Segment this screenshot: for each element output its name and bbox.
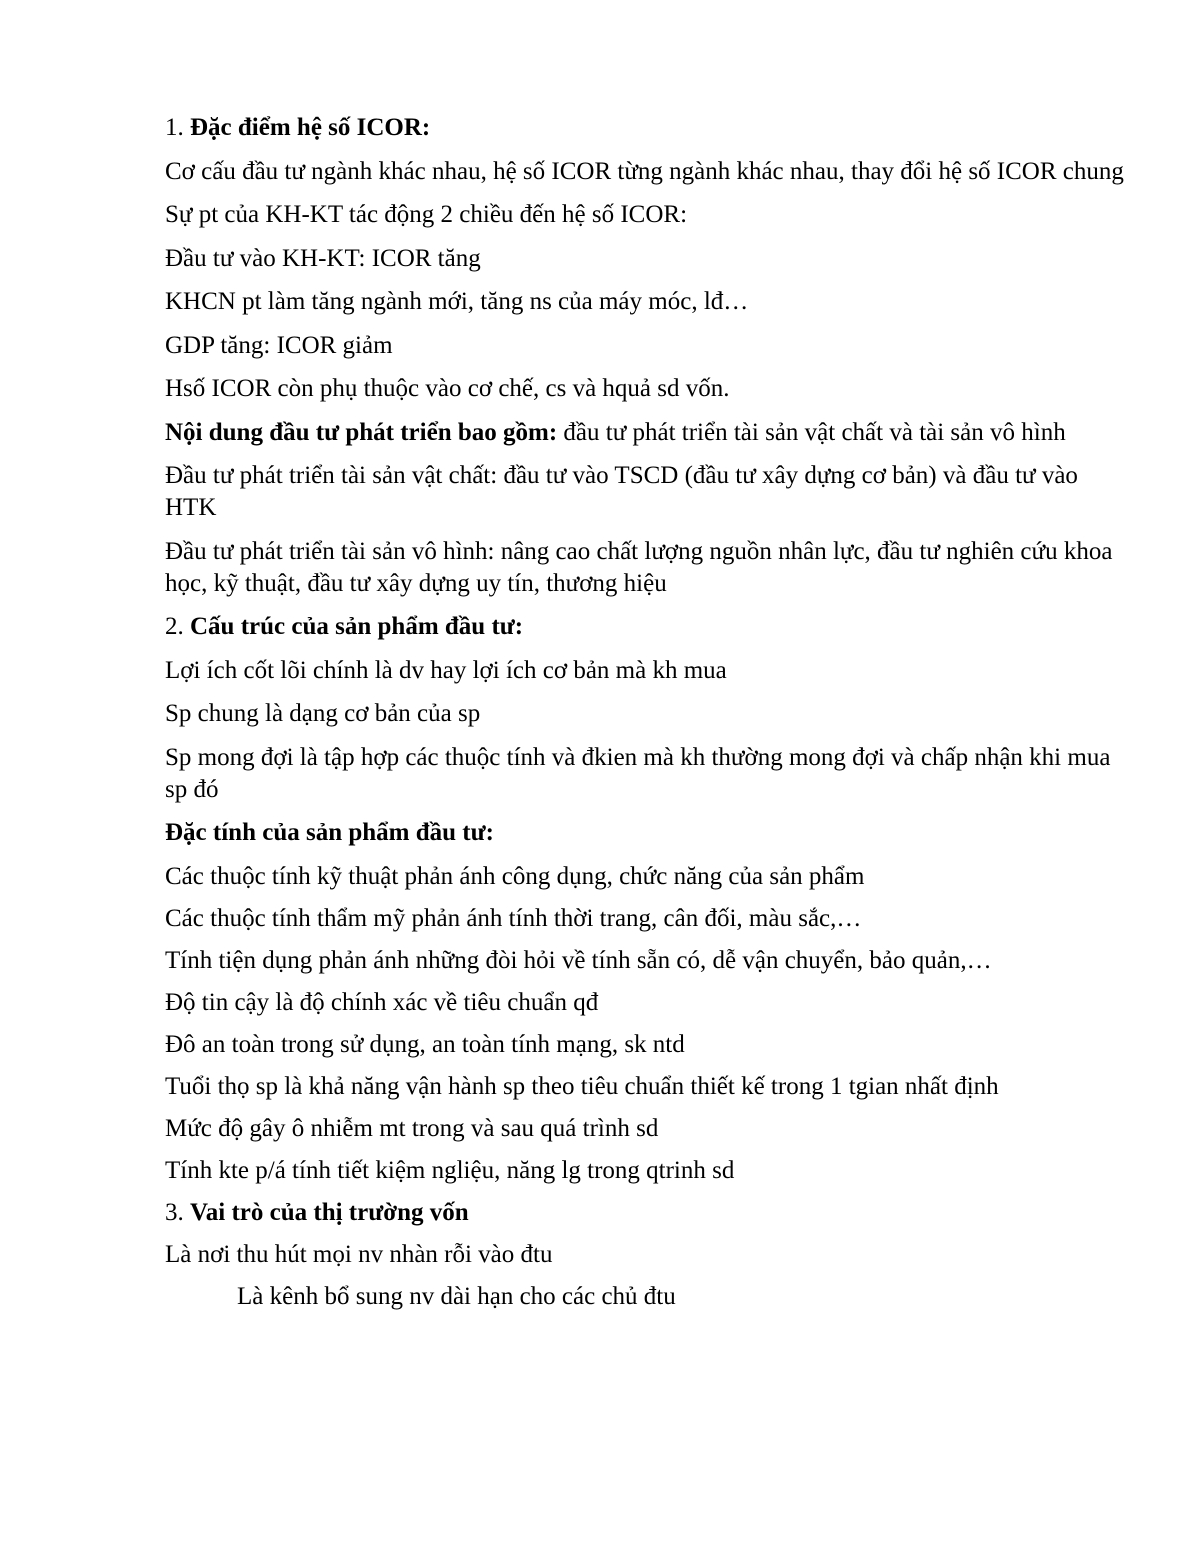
section-2-subheading: Đặc tính của sản phẩm đầu tư:: [165, 819, 494, 846]
paragraph: Cơ cấu đầu tư ngành khác nhau, hệ số ICOR từng ngành khác nhau, thay đổi hệ số ICOR chung: [165, 157, 1124, 185]
section-3-title: Vai trò của thị trường vốn: [190, 1198, 469, 1226]
section-3-heading: [165, 1197, 1125, 1229]
paragraph: Tuổi thọ sp là khả năng vận hành sp theo tiêu chuẩn thiết kế trong 1 tgian nhất định: [165, 1072, 999, 1100]
document-body: [165, 112, 1125, 1323]
paragraph: Tính tiện dụng phản ánh những đòi hỏi về tính sẵn có, dễ vận chuyển, bảo quản,…: [165, 946, 992, 974]
paragraph: Tính kte p/á tính tiết kiệm ngliệu, năng lg trong qtrinh sd: [165, 1156, 735, 1184]
paragraph: Đô an toàn trong sử dụng, an toàn tính mạng, sk ntd: [165, 1030, 685, 1058]
paragraph: Các thuộc tính kỹ thuật phản ánh công dụng, chức năng của sản phẩm: [165, 862, 865, 890]
paragraph: Đầu tư phát triển tài sản vật chất: đầu tư vào TSCD (đầu tư xây dựng cơ bản) và đầu tư vào HTK: [165, 462, 1078, 521]
paragraph: Sp mong đợi là tập hợp các thuộc tính và đkien mà kh thường mong đợi và chấp nhận khi mua sp đó: [165, 743, 1111, 803]
paragraph: Là nơi thu hút mọi nv nhàn rỗi vào đtu: [165, 1240, 553, 1268]
paragraph: Hsố ICOR còn phụ thuộc vào cơ chế, cs và hquả sd vốn.: [165, 375, 730, 402]
section-1-title: Đặc điểm hệ số ICOR:: [190, 114, 431, 141]
section-3-number: 3.: [165, 1198, 190, 1226]
paragraph-indented: Là kênh bổ sung nv dài hạn cho các chủ đtu: [237, 1282, 676, 1310]
paragraph: Độ tin cậy là độ chính xác về tiêu chuẩn qđ: [165, 988, 599, 1016]
section-2-heading: [165, 611, 1125, 643]
paragraph: Mức độ gây ô nhiễm mt trong và sau quá trình sd: [165, 1114, 659, 1142]
investment-content-text: đầu tư phát triển tài sản vật chất và tài sản vô hình: [557, 418, 1066, 446]
section-2-title: Cấu trúc của sản phẩm đầu tư:: [190, 613, 524, 640]
section-1-number: 1.: [165, 114, 190, 141]
paragraph: Lợi ích cốt lõi chính là dv hay lợi ích cơ bản mà kh mua: [165, 656, 727, 684]
investment-content-label: Nội dung đầu tư phát triển bao gồm:: [165, 418, 558, 446]
paragraph: GDP tăng: ICOR giảm: [165, 331, 393, 359]
investment-content-paragraph: [165, 417, 1125, 449]
paragraph: Sp chung là dạng cơ bản của sp: [165, 700, 481, 727]
paragraph: Sự pt của KH-KT tác động 2 chiều đến hệ số ICOR:: [165, 201, 688, 228]
paragraph: Đầu tư phát triển tài sản vô hình: nâng cao chất lượng nguồn nhân lực, đầu tư nghiên cứu khoa học, kỹ thuật, đầu tư xây dựng uy tín, thương hiệu: [165, 537, 1113, 597]
paragraph: Các thuộc tính thẩm mỹ phản ánh tính thời trang, cân đối, màu sắc,…: [165, 904, 862, 932]
paragraph: KHCN pt làm tăng ngành mới, tăng ns của máy móc, lđ…: [165, 288, 749, 315]
paragraph: Đầu tư vào KH-KT: ICOR tăng: [165, 244, 481, 272]
section-1-heading: [165, 112, 1125, 144]
section-2-number: 2.: [165, 613, 190, 640]
